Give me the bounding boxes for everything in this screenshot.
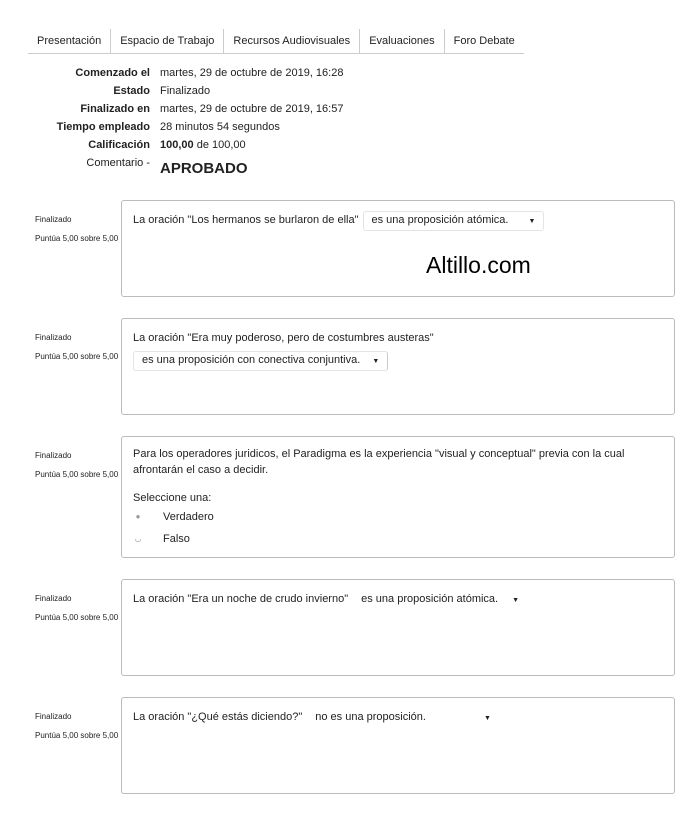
question-text: La oración "¿Qué estás diciendo?": [133, 711, 303, 723]
grade-suffix: de 100,00: [196, 139, 246, 151]
course-tabs: [28, 29, 524, 54]
question-state: Finalizado: [35, 215, 72, 224]
finished-value: martes, 29 de octubre de 2019, 16:57: [160, 103, 344, 115]
answer-value: es una proposición atómica.: [361, 593, 499, 605]
time-label: Tiempo empleado: [56, 121, 150, 133]
dropdown-arrow-icon: ▼: [528, 218, 536, 225]
question-score: Puntúa 5,00 sobre 5,00: [35, 470, 119, 479]
state-label: Estado: [113, 85, 150, 97]
question-state: Finalizado: [35, 451, 72, 460]
question-state: Finalizado: [35, 594, 72, 603]
option-label: Verdadero: [163, 511, 214, 523]
question-score: Puntúa 5,00 sobre 5,00: [35, 352, 119, 361]
question-state: Finalizado: [35, 333, 72, 342]
watermark: Altillo.com: [426, 252, 531, 278]
answer-select[interactable]: [363, 211, 545, 231]
option-label: Falso: [163, 533, 190, 545]
grade-label: Calificación: [88, 139, 150, 151]
question-2: [121, 318, 675, 415]
question-text: La oración "Era un noche de crudo invierno": [133, 593, 349, 605]
started-label: Comenzado el: [75, 67, 150, 79]
tab-presentacion[interactable]: Presentación: [28, 29, 111, 53]
dropdown-arrow-icon: ▼: [512, 597, 520, 604]
tab-foro[interactable]: Foro Debate: [453, 35, 515, 47]
radio-empty-icon: ◡: [134, 534, 142, 543]
answer-value: no es una proposición.: [315, 711, 426, 723]
question-1: [121, 200, 675, 297]
question-3-info: [35, 446, 120, 484]
grade-value: 100,00: [160, 139, 194, 151]
question-score: Puntúa 5,00 sobre 5,00: [35, 234, 119, 243]
comment-value: APROBADO: [160, 160, 248, 177]
attempt-summary: [20, 64, 343, 180]
tab-recursos[interactable]: Recursos Audiovisuales: [224, 29, 360, 53]
question-2-info: [35, 328, 120, 366]
answer-select[interactable]: [306, 708, 500, 728]
started-value: martes, 29 de octubre de 2019, 16:28: [160, 67, 344, 79]
question-5: [121, 697, 675, 794]
finished-label: Finalizado en: [80, 103, 150, 115]
answer-select[interactable]: [352, 590, 528, 610]
radio-selected-icon: ●: [135, 512, 141, 521]
answer-select[interactable]: [133, 351, 388, 371]
dropdown-arrow-icon: ▼: [483, 715, 491, 722]
question-1-info: [35, 210, 120, 248]
select-prompt: Seleccione una:: [133, 492, 212, 504]
question-4: [121, 579, 675, 676]
question-3: [121, 436, 675, 558]
time-value: 28 minutos 54 segundos: [160, 121, 280, 133]
question-5-info: [35, 707, 120, 745]
question-score: Puntúa 5,00 sobre 5,00: [35, 613, 119, 622]
tab-evaluaciones[interactable]: Evaluaciones: [360, 29, 444, 53]
option-verdadero[interactable]: [133, 506, 663, 528]
answer-value: es una proposición atómica.: [371, 214, 509, 226]
question-text: La oración "Era muy poderoso, pero de costumbres austeras": [133, 332, 434, 344]
question-state: Finalizado: [35, 712, 72, 721]
question-text: La oración "Los hermanos se burlaron de ella": [133, 214, 359, 226]
question-text: Para los operadores juridicos, el Paradigma es la experiencia "visual y conceptual" previa con la cual afrontarán el caso a decidir.: [133, 448, 625, 476]
question-score: Puntúa 5,00 sobre 5,00: [35, 731, 119, 740]
state-value: Finalizado: [160, 85, 211, 97]
answer-value: es una proposición con conectiva conjuntiva.: [142, 354, 361, 366]
comment-label: Comentario -: [86, 157, 150, 169]
tab-espacio-trabajo[interactable]: Espacio de Trabajo: [111, 29, 224, 53]
option-falso[interactable]: [133, 528, 663, 550]
dropdown-arrow-icon: ▼: [372, 358, 380, 365]
question-4-info: [35, 589, 120, 627]
